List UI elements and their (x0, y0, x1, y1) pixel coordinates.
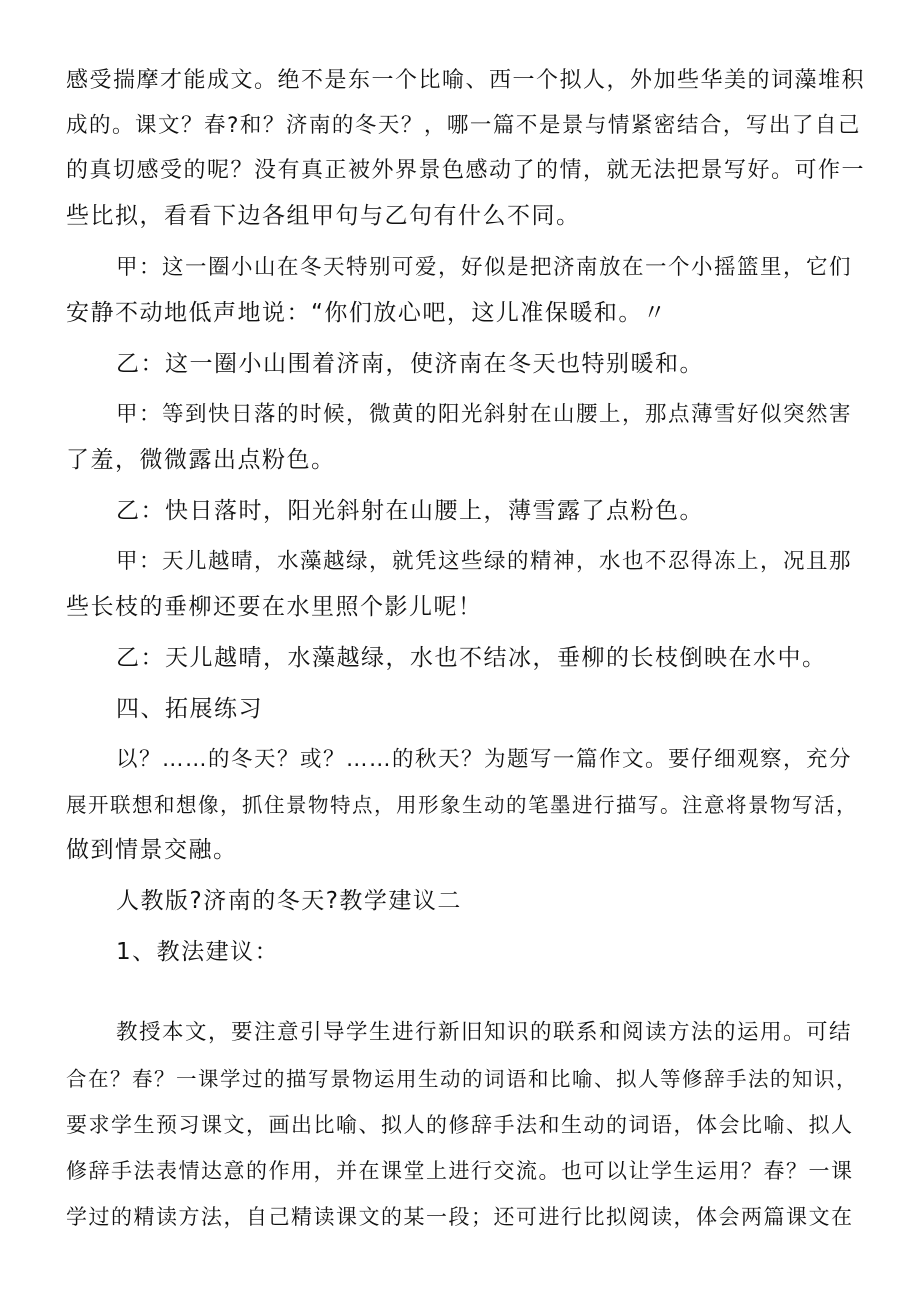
text-line: 感受揣摩才能成文。绝不是东一个比喻、西一个拟人，外加些华美的词藻堆积 (66, 68, 866, 93)
text-line: 甲：等到快日落的时候，微黄的阳光斜射在山腰上，那点薄雪好似突然害 (116, 402, 853, 427)
section-heading: 四、拓展练习 (116, 696, 263, 722)
text-line: 些比拟，看看下边各组甲句与乙句有什么不同。 (66, 203, 581, 229)
text-line: 乙：快日落时，阳光斜射在山腰上，薄雪露了点粉色。 (116, 498, 704, 524)
text-line: 乙：这一圈小山围着济南，使济南在冬天也特别暖和。 (116, 351, 704, 377)
section-heading: 1、教法建议： (116, 939, 280, 965)
text-line: 安静不动地低声地说：“你们放心吧，这儿准保暖和。〃 (66, 300, 668, 326)
text-line: 教授本文，要注意引导学生进行新旧知识的联系和阅读方法的运用。可结 (116, 1020, 853, 1045)
text-line: 成的。课文？春?和？济南的冬天？，哪一篇不是景与情紧密结合，写出了自己 (66, 113, 861, 138)
text-line: 乙：天儿越晴，水藻越绿，水也不结冰，垂柳的长枝倒映在水中。 (116, 645, 827, 671)
text-line: 学过的精读方法，自己精读课文的某一段；还可进行比拟阅读，体会两篇课文在 (66, 1205, 854, 1229)
text-line: 的真切感受的呢？没有真正被外界景色感动了的情，就无法把景写好。可作一 (66, 158, 866, 183)
text-line: 做到情景交融。 (66, 837, 238, 863)
text-line: 要求学生预习课文，画出比喻、拟人的修辞手法和生动的词语，体会比喻、拟人 (66, 1113, 854, 1137)
text-line: 了羞，微微露出点粉色。 (66, 447, 336, 473)
text-line: 修辞手法表情达意的作用，并在课堂上进行交流。也可以让学生运用？春？一课 (66, 1159, 854, 1183)
text-line: 合在？春？一课学过的描写景物运用生动的词语和比喻、拟人等修辞手法的知识， (66, 1067, 858, 1091)
text-line: 展开联想和想像，抓住景物特点，用形象生动的笔墨进行描写。注意将景物写活， (66, 793, 858, 817)
text-line: 些长枝的垂柳还要在水里照个影儿呢！ (66, 594, 483, 620)
text-line: 甲：天儿越晴，水藻越绿，就凭这些绿的精神，水也不忍得冻上，况且那 (116, 549, 853, 574)
text-line: 甲：这一圈小山在冬天特别可爱，好似是把济南放在一个小摇篮里，它们 (116, 255, 853, 280)
subtitle: 人教版?济南的冬天?教学建议二 (116, 888, 462, 914)
text-line: 以？……的冬天？或？……的秋天？为题写一篇作文。要仔细观察，充分 (116, 747, 853, 772)
